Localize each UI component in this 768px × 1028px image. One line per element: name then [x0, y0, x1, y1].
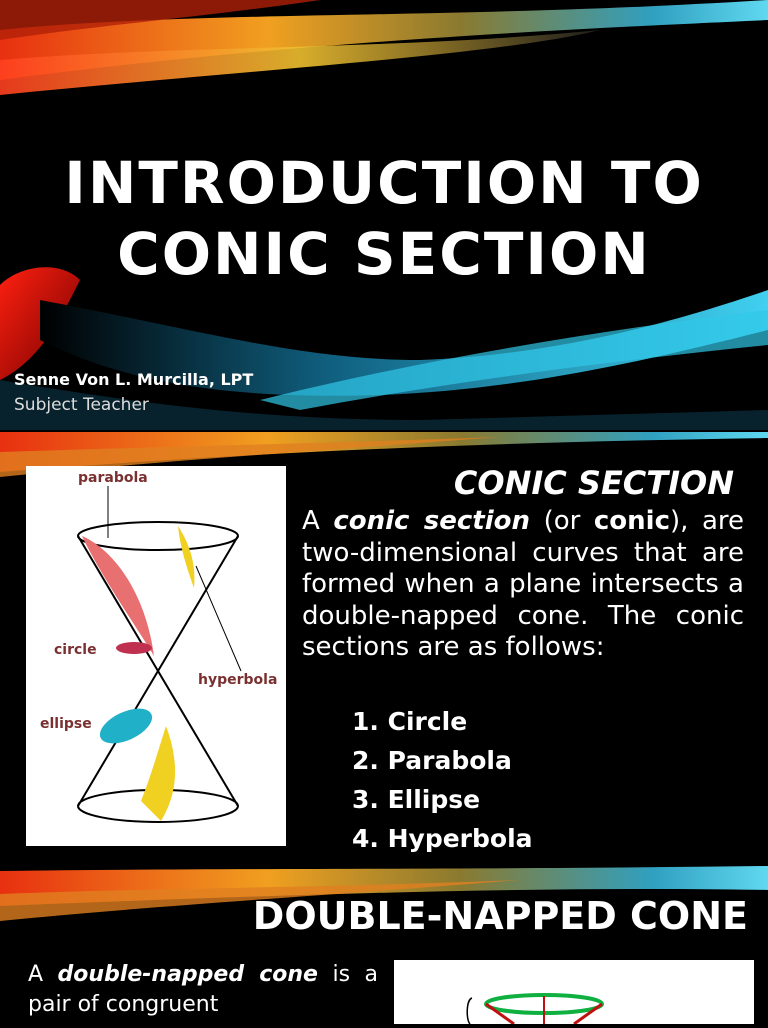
list-item: 4. Hyperbola — [352, 824, 533, 853]
label-parabola: parabola — [78, 470, 148, 486]
title-line-2: CONIC SECTION — [117, 220, 651, 288]
list-item: 2. Parabola — [352, 746, 512, 775]
double-napped-cone-heading: DOUBLE-NAPPED CONE — [252, 894, 748, 938]
conic-section-definition: A conic section (or conic), are two-dimensional curves that are formed when a plane intersects a double-napped cone. The conic sections are as follows: — [302, 506, 744, 662]
label-hyperbola: hyperbola — [198, 672, 278, 688]
label-circle: circle — [54, 642, 97, 658]
author-role: Subject Teacher — [14, 395, 149, 415]
list-item: 3. Ellipse — [352, 785, 481, 814]
list-item: 1. Circle — [352, 707, 468, 736]
conic-figure — [26, 466, 286, 846]
slide-title — [0, 0, 768, 430]
author-name: Senne Von L. Murcilla, LPT — [14, 370, 254, 389]
conic-types-list — [352, 702, 533, 858]
title-line-1: INTRODUCTION TO — [64, 149, 704, 217]
conic-section-heading: CONIC SECTION — [453, 464, 734, 502]
double-napped-cone-definition: A double-napped cone is a pair of congruent — [28, 962, 379, 1017]
double-cone-figure — [394, 960, 754, 1024]
label-ellipse: ellipse — [40, 716, 92, 732]
